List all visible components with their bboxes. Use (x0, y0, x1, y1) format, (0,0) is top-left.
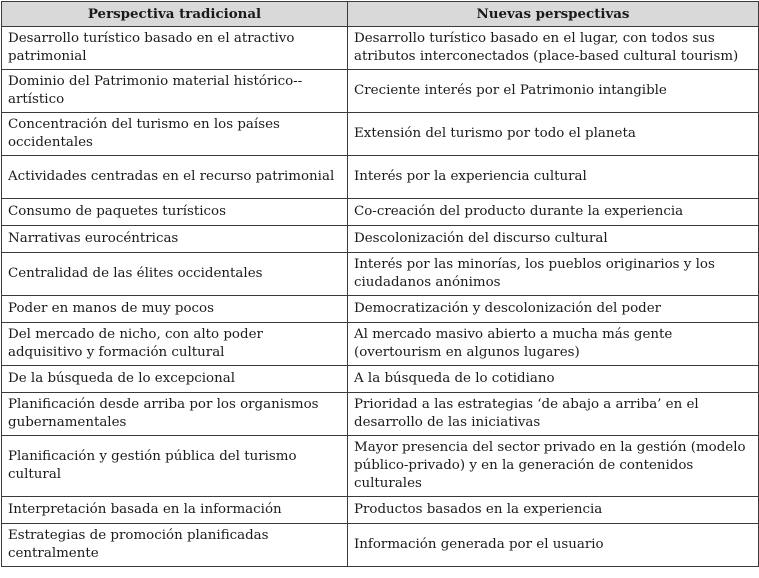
table-row (2, 253, 759, 296)
cell-new: Desarrollo turístico basado en el lugar, con todos sus atributos interconectados (place-based cultural tourism) (348, 27, 759, 70)
cell-new: Prioridad a las estrategias ‘de abajo a arriba’ en el desarrollo de las iniciativas (348, 393, 759, 436)
cell-new: Productos basados en la experiencia (348, 497, 759, 524)
table-row (2, 226, 759, 253)
header-new: Nuevas perspectivas (348, 2, 759, 27)
cell-traditional: Centralidad de las élites occidentales (2, 253, 348, 296)
cell-traditional: Dominio del Patrimonio material histórico--artístico (2, 70, 348, 113)
cell-new: Al mercado masivo abierto a mucha más gente (overtourism en algunos lugares) (348, 323, 759, 366)
cell-traditional: Del mercado de nicho, con alto poder adquisitivo y formación cultural (2, 323, 348, 366)
table-row (2, 524, 759, 567)
comparison-table-container (1, 1, 759, 567)
table-row (2, 497, 759, 524)
cell-new: Mayor presencia del sector privado en la gestión (modelo público-privado) y en la generación de contenidos culturales (348, 436, 759, 497)
cell-new: Interés por las minorías, los pueblos originarios y los ciudadanos anónimos (348, 253, 759, 296)
cell-new: Co-creación del producto durante la experiencia (348, 199, 759, 226)
cell-traditional: Actividades centradas en el recurso patrimonial (2, 156, 348, 199)
table-row (2, 156, 759, 199)
table-header-row (2, 2, 759, 27)
table-row (2, 296, 759, 323)
cell-new: Descolonización del discurso cultural (348, 226, 759, 253)
cell-traditional: Desarrollo turístico basado en el atractivo patrimonial (2, 27, 348, 70)
cell-new: Información generada por el usuario (348, 524, 759, 567)
cell-traditional: Concentración del turismo en los países occidentales (2, 113, 348, 156)
table-row (2, 366, 759, 393)
table-row (2, 436, 759, 497)
cell-traditional: Narrativas eurocéntricas (2, 226, 348, 253)
cell-new: Interés por la experiencia cultural (348, 156, 759, 199)
table-row (2, 113, 759, 156)
cell-traditional: Estrategias de promoción planificadas centralmente (2, 524, 348, 567)
cell-traditional: Consumo de paquetes turísticos (2, 199, 348, 226)
table-row (2, 323, 759, 366)
table-row (2, 393, 759, 436)
cell-new: Extensión del turismo por todo el planeta (348, 113, 759, 156)
cell-new: Creciente interés por el Patrimonio intangible (348, 70, 759, 113)
table-row (2, 27, 759, 70)
header-traditional: Perspectiva tradicional (2, 2, 348, 27)
table-row (2, 199, 759, 226)
cell-new: Democratización y descolonización del poder (348, 296, 759, 323)
cell-traditional: De la búsqueda de lo excepcional (2, 366, 348, 393)
cell-traditional: Planificación y gestión pública del turismo cultural (2, 436, 348, 497)
cell-traditional: Planificación desde arriba por los organismos gubernamentales (2, 393, 348, 436)
cell-new: A la búsqueda de lo cotidiano (348, 366, 759, 393)
table-row (2, 70, 759, 113)
comparison-table (1, 1, 759, 567)
cell-traditional: Interpretación basada en la información (2, 497, 348, 524)
cell-traditional: Poder en manos de muy pocos (2, 296, 348, 323)
